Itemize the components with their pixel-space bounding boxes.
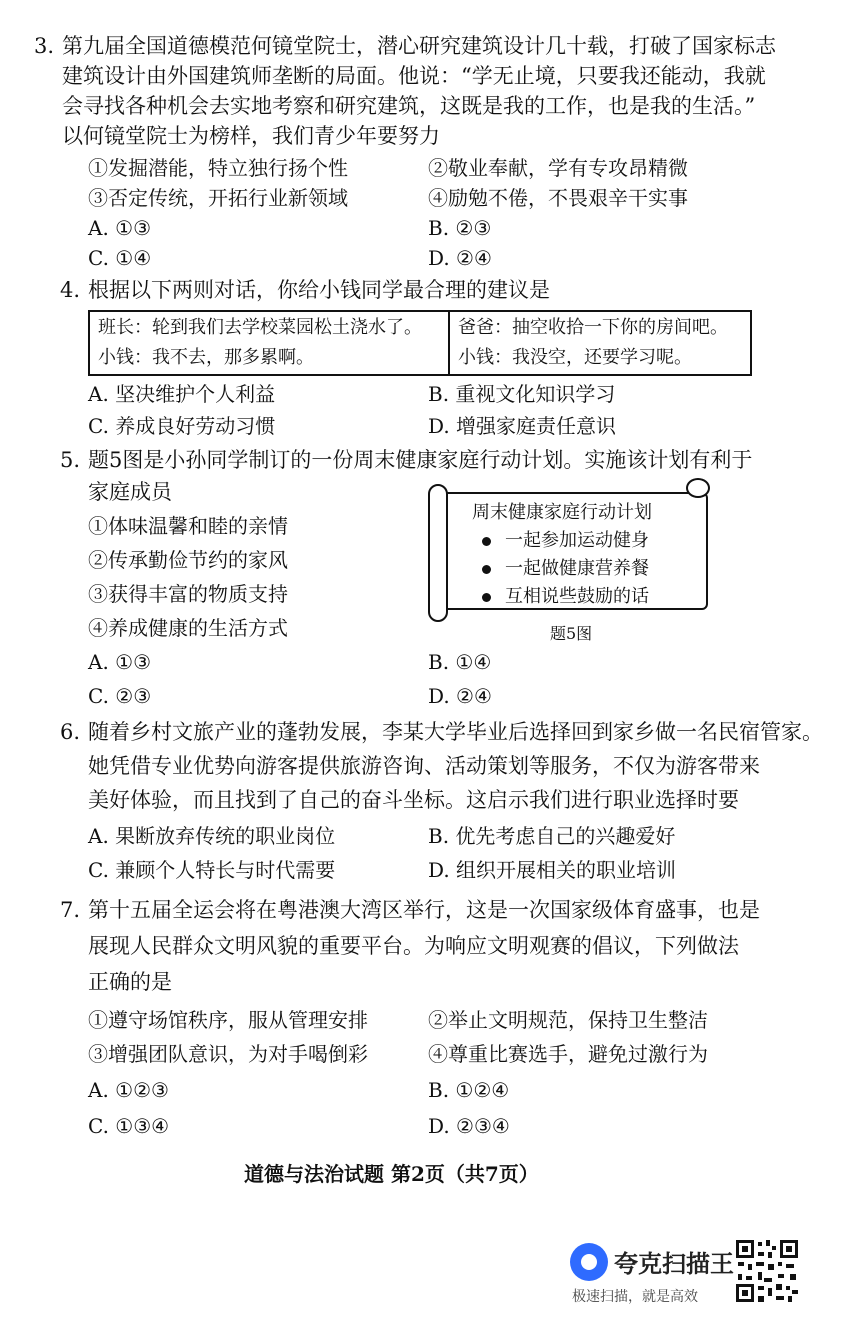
q4-option-a[interactable]: A. 坚决维护个人利益 <box>88 382 276 406</box>
q5-statement-3: ③获得丰富的物质支持 <box>88 582 288 606</box>
q5-stem-line: 家庭成员 <box>88 480 172 504</box>
q3-option-b[interactable]: B. ②③ <box>428 216 492 240</box>
q7-number: 7. <box>60 898 81 922</box>
page-footer: 道德与法治试题 第2页（共7页） <box>244 1162 539 1186</box>
plan-item-text: 一起参加运动健身 <box>505 530 649 551</box>
dialog-line: 班长：轮到我们去学校菜园松土浇水了。 <box>98 317 422 338</box>
q7-option-d[interactable]: D. ②③④ <box>428 1114 510 1138</box>
bullet-icon <box>482 565 491 574</box>
q6-option-a[interactable]: A. 果断放弃传统的职业岗位 <box>88 824 336 848</box>
q5-statement-2: ②传承勤俭节约的家风 <box>88 548 288 572</box>
q3-stem-line: 以何镜堂院士为榜样，我们青少年要努力 <box>62 124 440 148</box>
plan-item <box>482 582 649 608</box>
scroll-roll-icon <box>428 484 448 622</box>
q3-number: 3. <box>34 34 55 58</box>
bullet-icon <box>482 537 491 546</box>
plan-item <box>482 526 649 552</box>
q7-statement-2: ②举止文明规范，保持卫生整洁 <box>428 1008 708 1032</box>
dialog-line: 爸爸：抽空收拾一下你的房间吧。 <box>458 317 728 338</box>
plan-item <box>482 554 649 580</box>
q5-option-d[interactable]: D. ②④ <box>428 684 492 708</box>
q6-option-c[interactable]: C. 兼顾个人特长与时代需要 <box>88 858 336 882</box>
q6-option-b[interactable]: B. 优先考虑自己的兴趣爱好 <box>428 824 676 848</box>
plan-title: 周末健康家庭行动计划 <box>472 502 652 523</box>
scroll-curl-icon <box>686 478 710 498</box>
q3-stem-line: 建筑设计由外国建筑师垄断的局面。他说：“学无止境，只要我还能动，我就 <box>62 64 766 88</box>
plan-item-text: 互相说些鼓励的话 <box>505 586 649 607</box>
q4-dialog-left <box>90 312 450 374</box>
q3-stem-line: 会寻找各种机会去实地考察和研究建筑，这既是我的工作，也是我的生活。” <box>62 94 756 118</box>
q7-option-a[interactable]: A. ①②③ <box>88 1078 169 1102</box>
q5-option-c[interactable]: C. ②③ <box>88 684 152 708</box>
q6-stem-line: 美好体验，而且找到了自己的奋斗坐标。这启示我们进行职业选择时要 <box>88 788 739 812</box>
q4-option-c[interactable]: C. 养成良好劳动习惯 <box>88 414 276 438</box>
plan-item-text: 一起做健康营养餐 <box>505 558 649 579</box>
qr-code-icon <box>734 1238 800 1304</box>
q6-stem-line: 随着乡村文旅产业的蓬勃发展，李某大学毕业后选择回到家乡做一名民宿管家。 <box>88 720 823 744</box>
plan-scroll-figure <box>428 478 710 624</box>
q5-statement-4: ④养成健康的生活方式 <box>88 616 288 640</box>
q3-option-a[interactable]: A. ①③ <box>88 216 152 240</box>
watermark-name: 夸克扫描王 <box>614 1250 734 1278</box>
dialog-line: 小钱：我不去，那多累啊。 <box>98 347 314 368</box>
q7-statement-4: ④尊重比赛选手，避免过激行为 <box>428 1042 708 1066</box>
q4-dialog-table <box>88 310 752 376</box>
q5-stem-line: 题5图是小孙同学制订的一份周末健康家庭行动计划。实施该计划有利于 <box>88 448 753 472</box>
q3-statement-2: ②敬业奉献，学有专攻昂精微 <box>428 156 688 180</box>
q5-statement-1: ①体味温馨和睦的亲情 <box>88 514 288 538</box>
watermark-tagline: 极速扫描，就是高效 <box>572 1289 698 1305</box>
q3-option-c[interactable]: C. ①④ <box>88 246 152 270</box>
dialog-line: 小钱：我没空，还要学习呢。 <box>458 347 692 368</box>
q6-number: 6. <box>60 720 81 744</box>
q5-number: 5. <box>60 448 81 472</box>
q5-option-a[interactable]: A. ①③ <box>88 650 152 674</box>
bullet-icon <box>482 593 491 602</box>
q5-option-b[interactable]: B. ①④ <box>428 650 492 674</box>
q3-stem-line: 第九届全国道德模范何镜堂院士，潜心研究建筑设计几十载，打破了国家标志 <box>62 34 776 58</box>
scanner-logo-icon <box>570 1243 608 1281</box>
q7-option-b[interactable]: B. ①②④ <box>428 1078 510 1102</box>
q7-statement-1: ①遵守场馆秩序，服从管理安排 <box>88 1008 368 1032</box>
q7-stem-line: 正确的是 <box>88 970 172 994</box>
q4-number: 4. <box>60 278 81 302</box>
q3-option-d[interactable]: D. ②④ <box>428 246 492 270</box>
q3-statement-1: ①发掘潜能，特立独行扬个性 <box>88 156 348 180</box>
q4-option-b[interactable]: B. 重视文化知识学习 <box>428 382 616 406</box>
q3-statement-3: ③否定传统，开拓行业新领域 <box>88 186 348 210</box>
q6-option-d[interactable]: D. 组织开展相关的职业培训 <box>428 858 677 882</box>
figure-caption: 题5图 <box>550 624 593 643</box>
q4-option-d[interactable]: D. 增强家庭责任意识 <box>428 414 617 438</box>
q7-option-c[interactable]: C. ①③④ <box>88 1114 170 1138</box>
q4-stem: 根据以下两则对话，你给小钱同学最合理的建议是 <box>88 278 550 302</box>
q7-statement-3: ③增强团队意识，为对手喝倒彩 <box>88 1042 368 1066</box>
q7-stem-line: 第十五届全运会将在粤港澳大湾区举行，这是一次国家级体育盛事，也是 <box>88 898 760 922</box>
q6-stem-line: 她凭借专业优势向游客提供旅游咨询、活动策划等服务，不仅为游客带来 <box>88 754 760 778</box>
q4-dialog-right <box>450 312 750 374</box>
q3-statement-4: ④励勉不倦，不畏艰辛干实事 <box>428 186 688 210</box>
q7-stem-line: 展现人民群众文明风貌的重要平台。为响应文明观赛的倡议，下列做法 <box>88 934 739 958</box>
